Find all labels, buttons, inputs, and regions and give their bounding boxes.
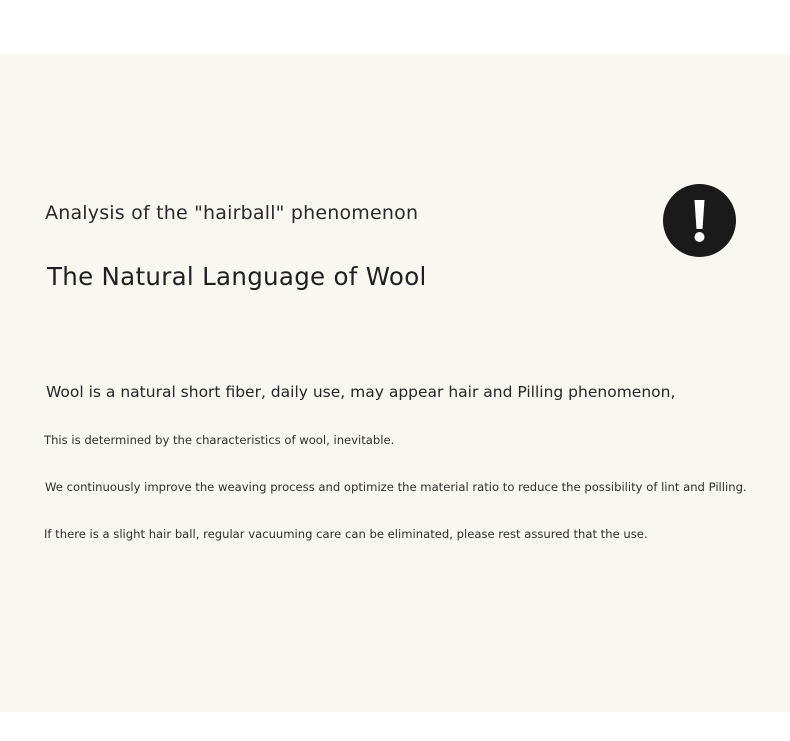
section-title: The Natural Language of Wool — [47, 262, 427, 291]
bottom-margin — [0, 712, 790, 741]
paragraph-care: If there is a slight hair ball, regular vacuuming care can be eliminated, please rest assured that the use. — [44, 527, 648, 541]
lead-text: Wool is a natural short fiber, daily use, may appear hair and Pilling phenomenon, — [46, 383, 676, 401]
paragraph-characteristics: This is determined by the characteristics of wool, inevitable. — [44, 433, 395, 447]
exclamation-icon — [663, 184, 736, 257]
section-subtitle: Analysis of the "hairball" phenomenon — [45, 202, 419, 224]
top-margin — [0, 0, 790, 54]
paragraph-process: We continuously improve the weaving process and optimize the material ratio to reduce the possibility of lint and Pilling. — [45, 480, 747, 494]
